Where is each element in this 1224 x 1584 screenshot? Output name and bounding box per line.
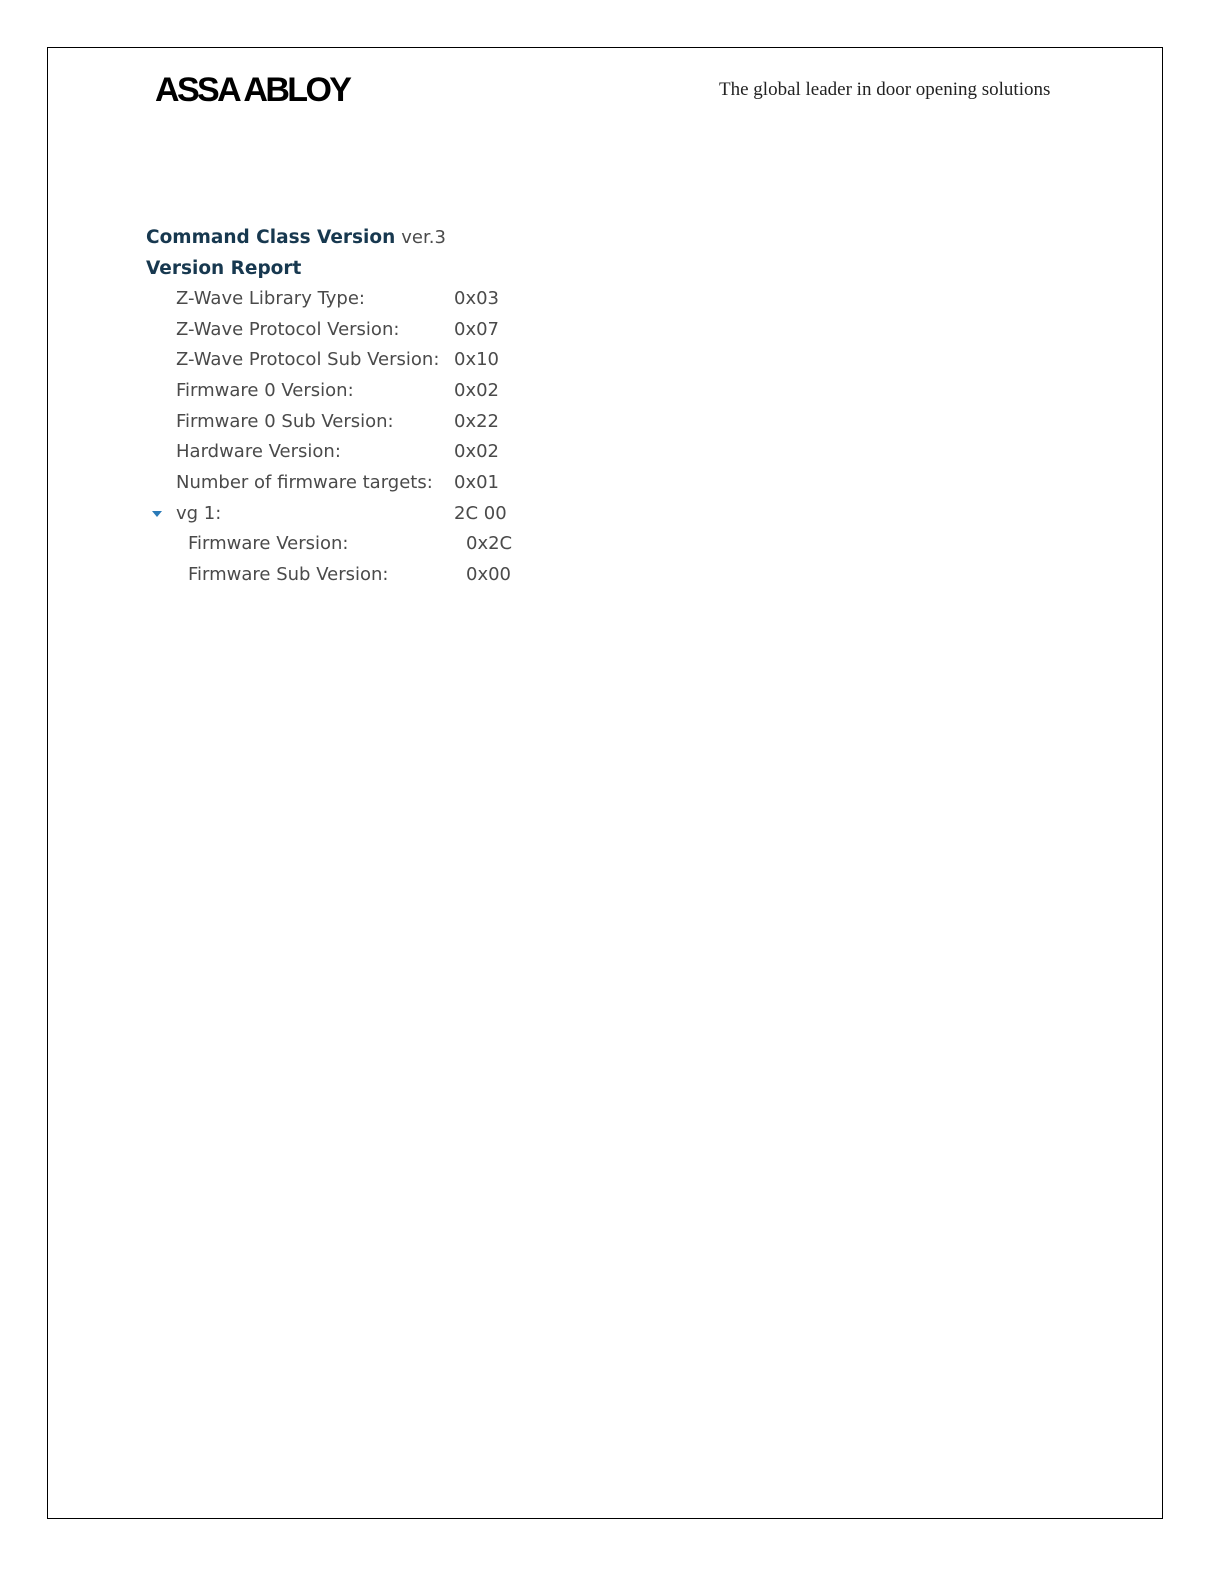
field-value: 0x10 — [454, 349, 500, 370]
field-label: Z-Wave Library Type: — [176, 288, 365, 309]
field-label: Hardware Version: — [176, 441, 341, 462]
command-class-header — [146, 224, 446, 252]
field-value: 0x02 — [454, 380, 500, 401]
group-value: 2C 00 — [454, 503, 507, 524]
group-label: vg 1: — [176, 503, 222, 524]
field-label: Firmware Sub Version: — [188, 564, 389, 585]
field-value: 0x22 — [454, 411, 500, 432]
expand-caret-icon[interactable] — [152, 511, 162, 517]
tagline: The global leader in door opening solutions — [719, 79, 1051, 100]
field-label: Number of firmware targets: — [176, 472, 433, 493]
field-value: 0x01 — [454, 472, 500, 493]
field-label: Firmware Version: — [188, 533, 349, 554]
field-value: 0x02 — [454, 441, 500, 462]
group-row-vg1[interactable] — [146, 500, 546, 528]
command-class-version: ver.3 — [401, 227, 446, 248]
assa-abloy-logo: ASSA ABLOY — [155, 71, 350, 109]
version-report-title: Version Report — [146, 258, 302, 279]
field-label: Firmware 0 Sub Version: — [176, 411, 394, 432]
field-label: Z-Wave Protocol Version: — [176, 319, 400, 340]
field-value: 0x07 — [454, 319, 500, 340]
field-value: 0x03 — [454, 288, 500, 309]
field-value: 0x2C — [466, 533, 513, 554]
field-value: 0x00 — [466, 564, 512, 585]
field-label: Z-Wave Protocol Sub Version: — [176, 349, 440, 370]
field-label: Firmware 0 Version: — [176, 380, 354, 401]
command-class-title: Command Class Version — [146, 227, 396, 248]
